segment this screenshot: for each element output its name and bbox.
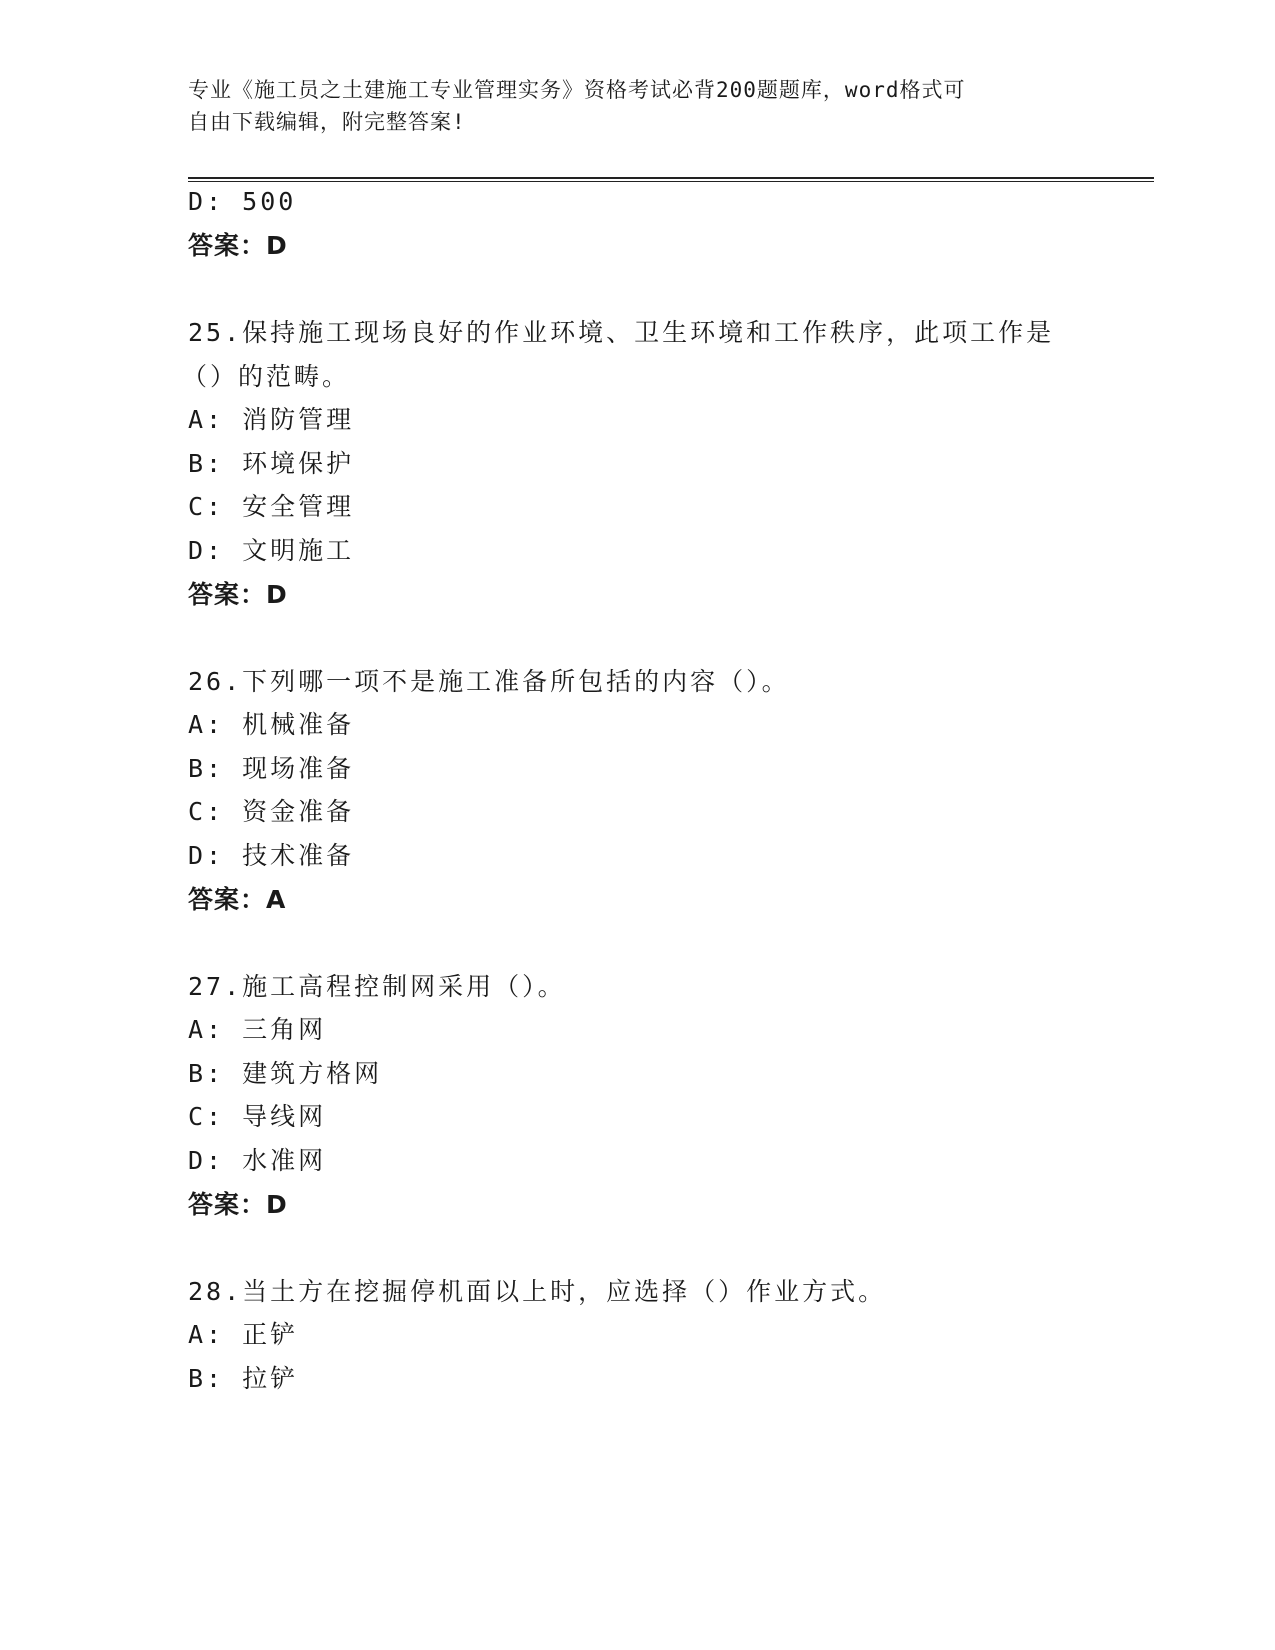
header-title-line1: 专业《施工员之土建施工专业管理实务》资格考试必背200题题库，word格式可 bbox=[188, 78, 966, 102]
question-25-answer: 答案：D bbox=[188, 580, 288, 609]
question-26-stem: 26.下列哪一项不是施工准备所包括的内容（）。 bbox=[188, 667, 790, 696]
question-27-answer: 答案：D bbox=[188, 1190, 288, 1219]
option-d: D: 500 bbox=[188, 187, 297, 216]
page-header bbox=[188, 74, 1068, 138]
question-26-option-c: C: 资金准备 bbox=[188, 797, 355, 826]
question-25-option-c: C: 安全管理 bbox=[188, 492, 355, 521]
question-25-option-a: A: 消防管理 bbox=[188, 405, 355, 434]
question-25-option-d: D: 文明施工 bbox=[188, 536, 355, 565]
question-27-option-b: B: 建筑方格网 bbox=[188, 1059, 383, 1088]
question-28-option-b: B: 拉铲 bbox=[188, 1364, 299, 1393]
question-26-option-d: D: 技术准备 bbox=[188, 841, 355, 870]
question-28-option-a: A: 正铲 bbox=[188, 1320, 299, 1349]
answer-line: 答案：D bbox=[188, 231, 288, 260]
question-25-option-b: B: 环境保护 bbox=[188, 449, 355, 478]
question-28-stem: 28.当土方在挖掘停机面以上时，应选择（）作业方式。 bbox=[188, 1277, 887, 1306]
question-27-stem: 27.施工高程控制网采用（）。 bbox=[188, 972, 566, 1001]
header-divider bbox=[188, 177, 1154, 182]
question-27-option-a: A: 三角网 bbox=[188, 1015, 327, 1044]
question-26-answer: 答案：A bbox=[188, 885, 287, 914]
question-27-option-d: D: 水准网 bbox=[188, 1146, 327, 1175]
question-26-option-b: B: 现场准备 bbox=[188, 754, 355, 783]
question-26-option-a: A: 机械准备 bbox=[188, 710, 355, 739]
question-25-stem: 25.保持施工现场良好的作业环境、卫生环境和工作秩序，此项工作是 bbox=[188, 318, 1055, 347]
header-title-line2: 自由下载编辑，附完整答案! bbox=[188, 110, 466, 134]
question-25-stem-cont: （）的范畴。 bbox=[182, 362, 351, 391]
question-27-option-c: C: 导线网 bbox=[188, 1102, 327, 1131]
